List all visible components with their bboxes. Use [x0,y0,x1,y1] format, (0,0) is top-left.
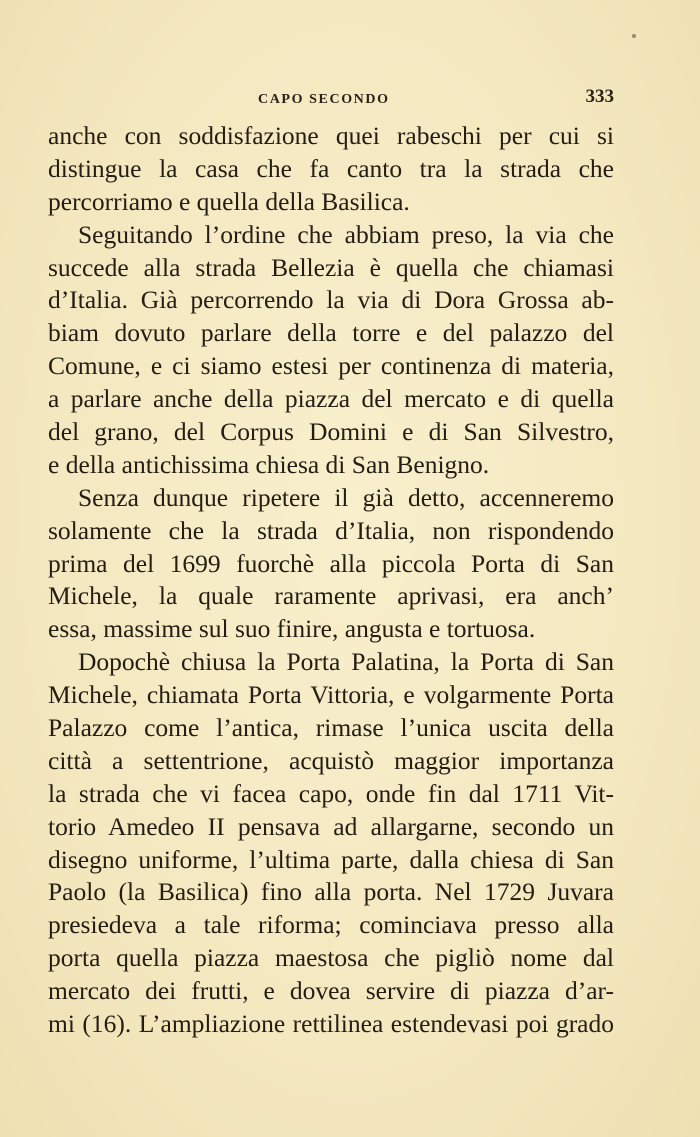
text-line: d’Italia. Già percorrendo la via di Dora Grossa ab- [48,285,614,315]
paragraph-start-line: Senza dunque ripetere il già detto, accenneremo [78,482,614,512]
text-line: Michele, la quale raramente aprivasi, era anch’ [48,581,614,611]
text-line: torio Amedeo II pensava ad allargarne, secondo un [48,811,614,841]
text-line: del grano, del Corpus Domini e di San Silvestro, [48,417,614,447]
text-line: distingue la casa che fa canto tra la strada che [48,153,614,183]
text-line: presiedeva a tale riforma; cominciava presso alla [48,910,614,940]
text-line: Paolo (la Basilica) fino alla porta. Nel 1729 Juvara [48,877,614,907]
text-line: porta quella piazza maestosa che pigliò nome dal [48,943,614,973]
paper-speck [632,34,636,38]
page-header [48,86,614,116]
text-line: solamente che la strada d’Italia, non rispondendo [48,515,614,545]
text-line: e della antichissima chiesa di San Benigno. [48,449,490,479]
text-line: Michele, chiamata Porta Vittoria, e volgarmente Porta [48,680,614,710]
body-text [48,120,614,1041]
running-head: CAPO SECONDO [258,92,390,107]
text-line: mercato dei frutti, e dovea servire di piazza d’ar- [48,976,614,1006]
text-line: a parlare anche della piazza del mercato e di quella [48,384,614,414]
text-line: Comune, e ci siamo estesi per continenza di materia, [48,351,614,381]
text-line: anche con soddisfazione quei rabeschi per cui si [48,121,614,150]
text-line: città a settentrione, acquistò maggior importanza [48,745,614,775]
text-line: la strada che vi facea capo, onde fin dal 1711 Vit- [48,778,614,808]
text-line: prima del 1699 fuorchè alla piccola Porta di San [48,548,614,578]
text-line: mi (16). L’ampliazione rettilinea estendevasi poi grado [48,1009,614,1039]
text-line: Palazzo come l’antica, rimase l’unica uscita della [48,713,614,743]
page-number: 333 [585,86,614,107]
text-line: biam dovuto parlare della torre e del palazzo del [48,318,614,348]
text-line: percorriamo e quella della Basilica. [48,186,410,216]
text-line: succede alla strada Bellezia è quella che chiamasi [48,252,614,282]
text-line: essa, massime sul suo finire, angusta e tortuosa. [48,614,536,644]
paragraph-start-line: Seguitando l’ordine che abbiam preso, la via che [78,219,614,249]
paragraph-start-line: Dopochè chiusa la Porta Palatina, la Porta di San [78,647,614,677]
text-line: disegno uniforme, l’ultima parte, dalla chiesa di San [48,844,614,874]
